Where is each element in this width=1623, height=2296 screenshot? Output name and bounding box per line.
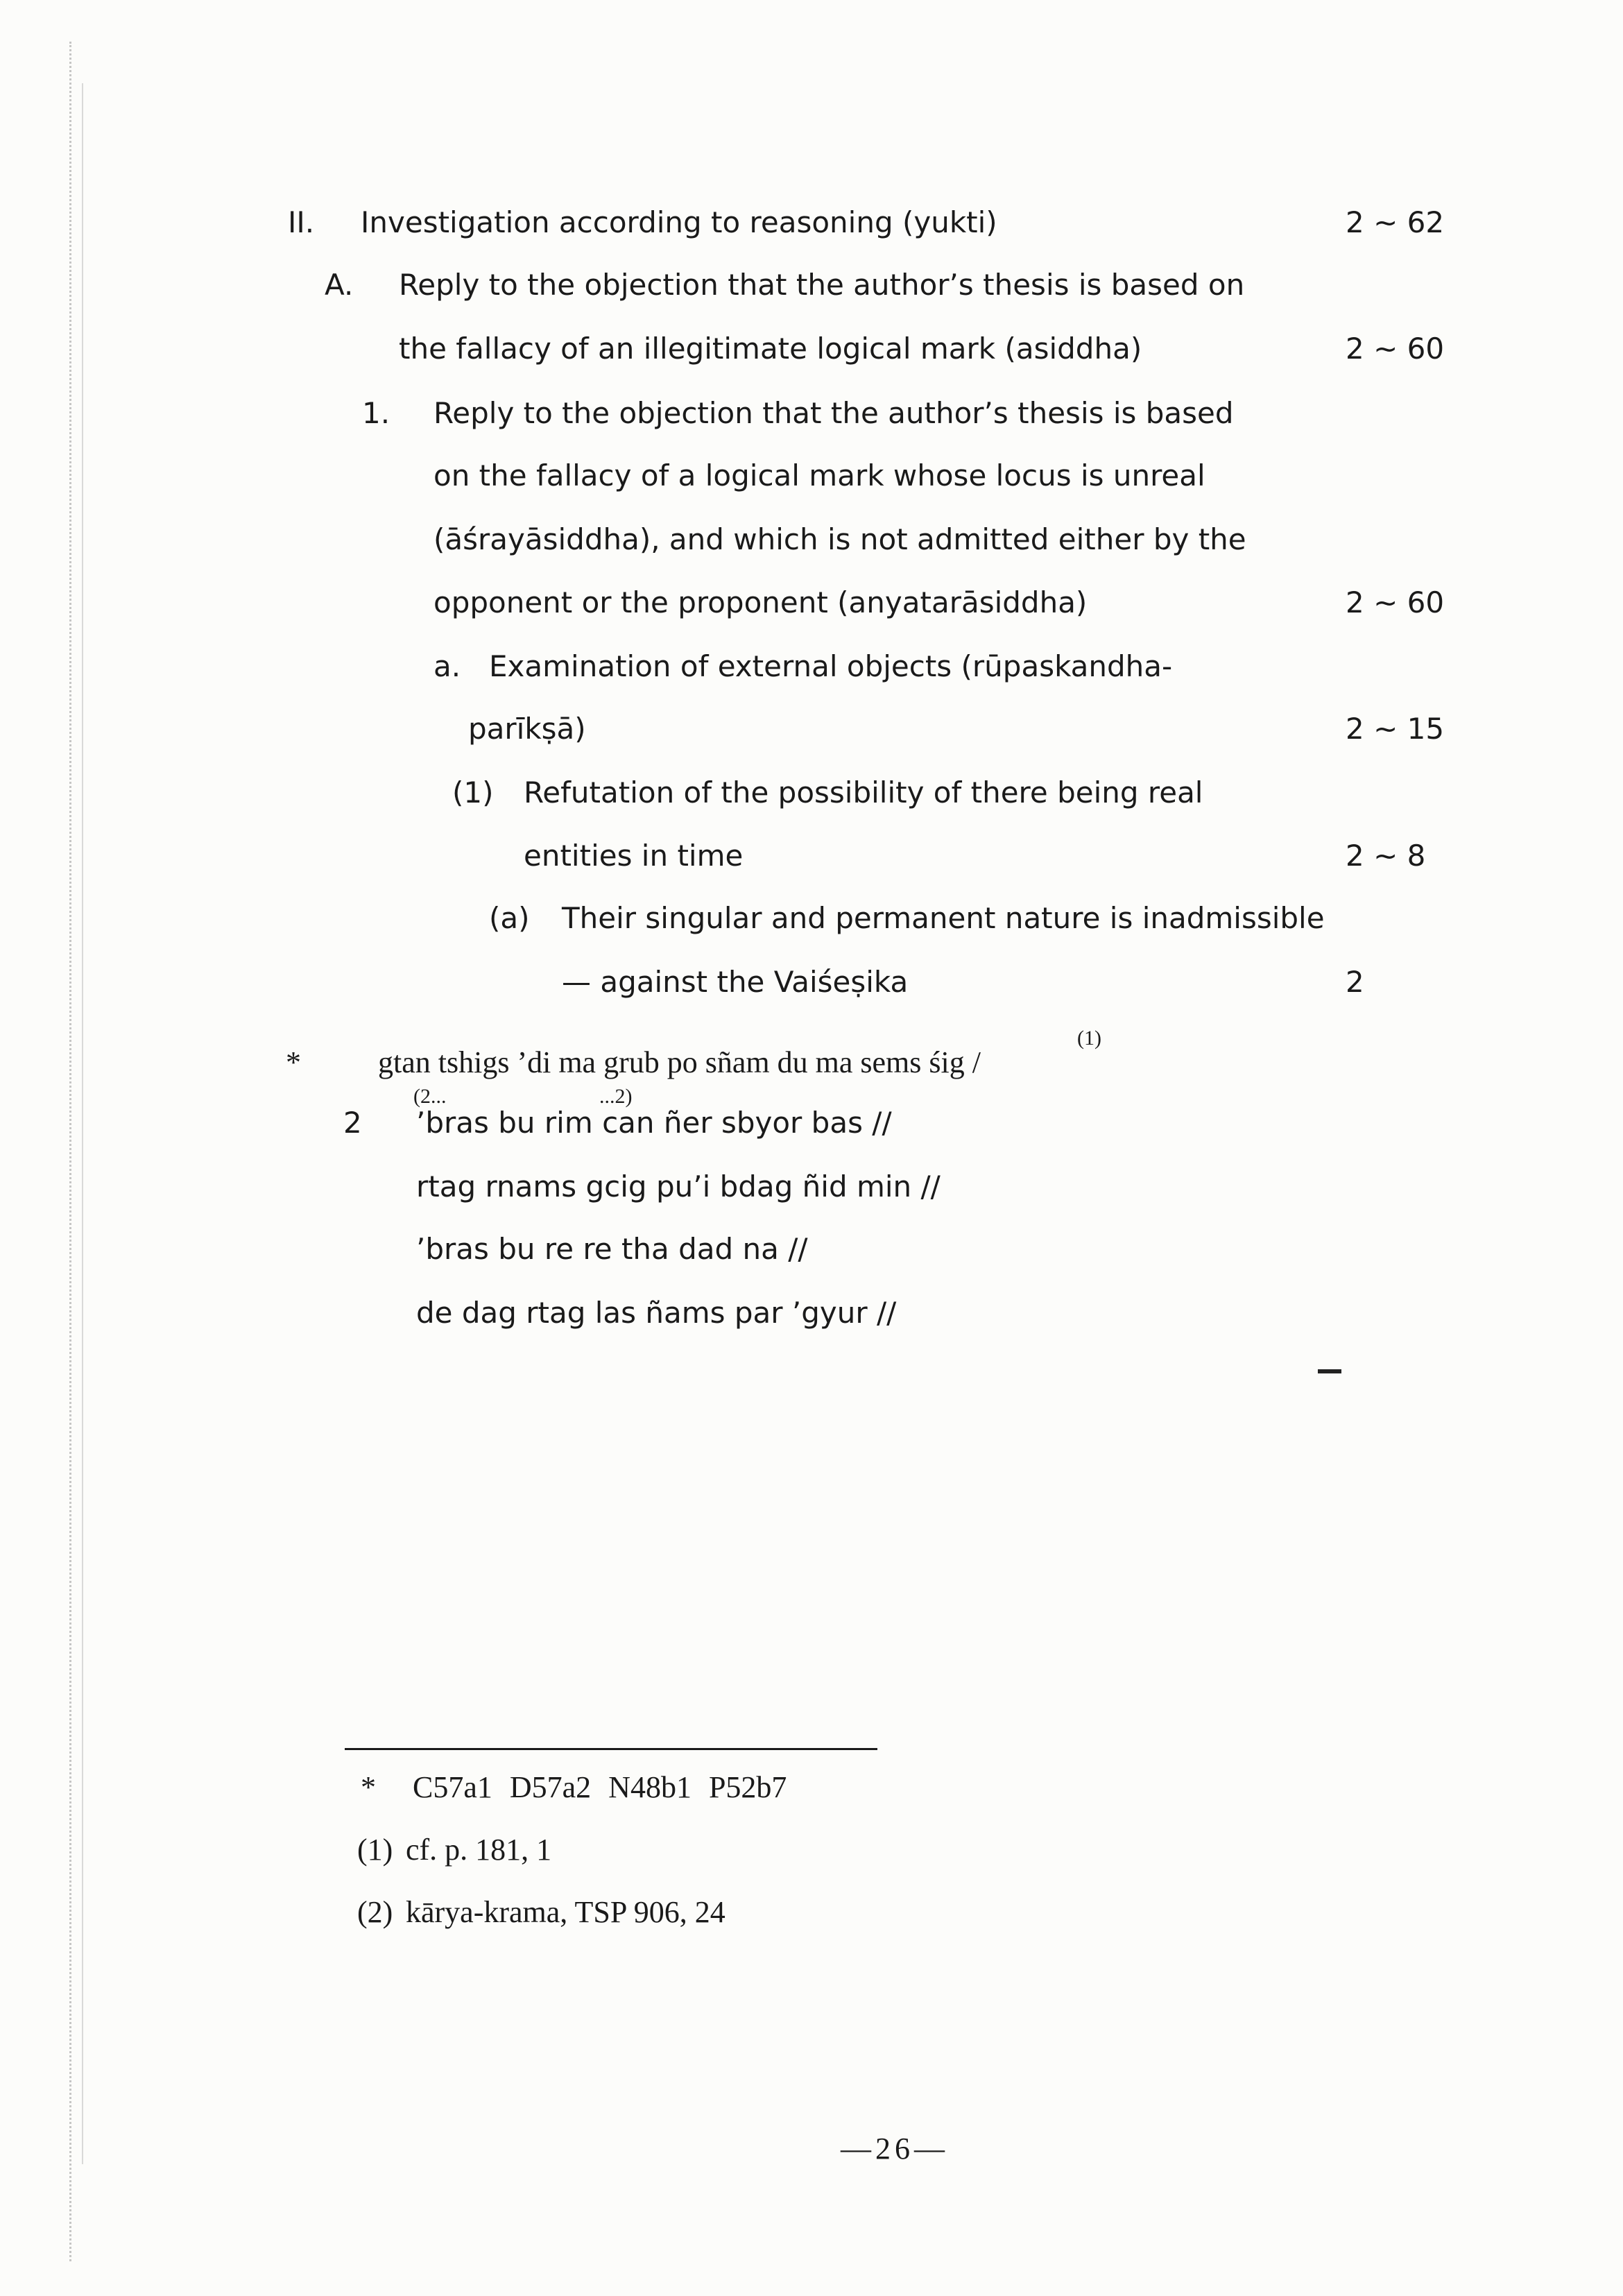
outline-range-II: 2 ~ 62 — [1346, 205, 1445, 239]
outline-heading-A-line1: Reply to the objection that the author’s thesis is based on — [399, 268, 1245, 302]
footnote-1-text: cf. p. 181, 1 — [406, 1833, 552, 1867]
outline-heading-a-line1: Examination of external objects (rūpaskandha- — [489, 649, 1173, 683]
outline-heading-(1)-line2: entities in time — [524, 839, 744, 873]
verse-intro-line: gtan tshigs ’di ma grub po sñam du ma sems śig / — [378, 1045, 981, 1079]
page-number: —26— — [841, 2132, 949, 2166]
binding-line — [82, 83, 83, 2164]
outline-heading-a-line2: parīkṣā) — [468, 712, 586, 746]
outline-heading-1-line3: (āśrayāsiddha), and which is not admitted either by the — [433, 522, 1246, 556]
outline-marker-A: A. — [325, 268, 354, 302]
outline-heading-1-line2: on the fallacy of a logical mark whose locus is unreal — [433, 459, 1205, 492]
verse-line-4: de dag rtag las ñams par ’gyur // — [416, 1296, 897, 1330]
print-mark — [1318, 1369, 1341, 1373]
outline-marker-(a): (a) — [489, 901, 530, 935]
verse-line-1: ’bras bu rim can ñer sbyor bas // — [416, 1106, 892, 1140]
outline-heading-(a)-line1: Their singular and permanent nature is inadmissible — [562, 901, 1325, 935]
outline-marker-II: II. — [288, 205, 315, 239]
footnote-ref-2-end: ...2) — [599, 1085, 633, 1108]
outline-heading-A-line2: the fallacy of an illegitimate logical mark (asiddha) — [399, 332, 1142, 366]
footnote-ref-1: (1) — [1077, 1027, 1101, 1050]
footnote-rule — [345, 1748, 877, 1750]
outline-heading-II: Investigation according to reasoning (yukti) — [361, 205, 997, 239]
verse-line-2: rtag rnams gcig pu’i bdag ñid min // — [416, 1170, 941, 1203]
verse-asterisk: * — [286, 1045, 301, 1079]
binding-edge — [69, 42, 92, 2261]
verse-number: 2 — [343, 1106, 362, 1140]
outline-range-a: 2 ~ 15 — [1346, 712, 1445, 746]
footnote-ref-2-start: (2... — [413, 1085, 447, 1108]
outline-range-(a): 2 — [1346, 965, 1364, 999]
outline-range-A: 2 ~ 60 — [1346, 332, 1445, 366]
outline-marker-(1): (1) — [452, 776, 494, 809]
outline-heading-1-line1: Reply to the objection that the author’s thesis is based — [433, 396, 1234, 430]
footnote-asterisk: * — [361, 1770, 376, 1804]
footnote-sources: C57a1 D57a2 N48b1 P52b7 — [413, 1770, 787, 1804]
verse-line-3: ’bras bu re re tha dad na // — [416, 1232, 808, 1266]
outline-range-1: 2 ~ 60 — [1346, 585, 1445, 619]
outline-heading-1-line4: opponent or the proponent (anyatarāsiddha) — [433, 585, 1088, 619]
outline-heading-(a)-line2: — against the Vaiśeṣika — [562, 965, 909, 999]
outline-range-(1): 2 ~ 8 — [1346, 839, 1426, 873]
outline-marker-a: a. — [433, 649, 461, 683]
footnote-1-marker: (1) — [357, 1833, 393, 1867]
outline-heading-(1)-line1: Refutation of the possibility of there being real — [524, 776, 1203, 809]
footnote-2-marker: (2) — [357, 1895, 393, 1929]
footnote-2-text: kārya-krama, TSP 906, 24 — [406, 1895, 725, 1929]
outline-marker-1: 1. — [362, 396, 390, 430]
